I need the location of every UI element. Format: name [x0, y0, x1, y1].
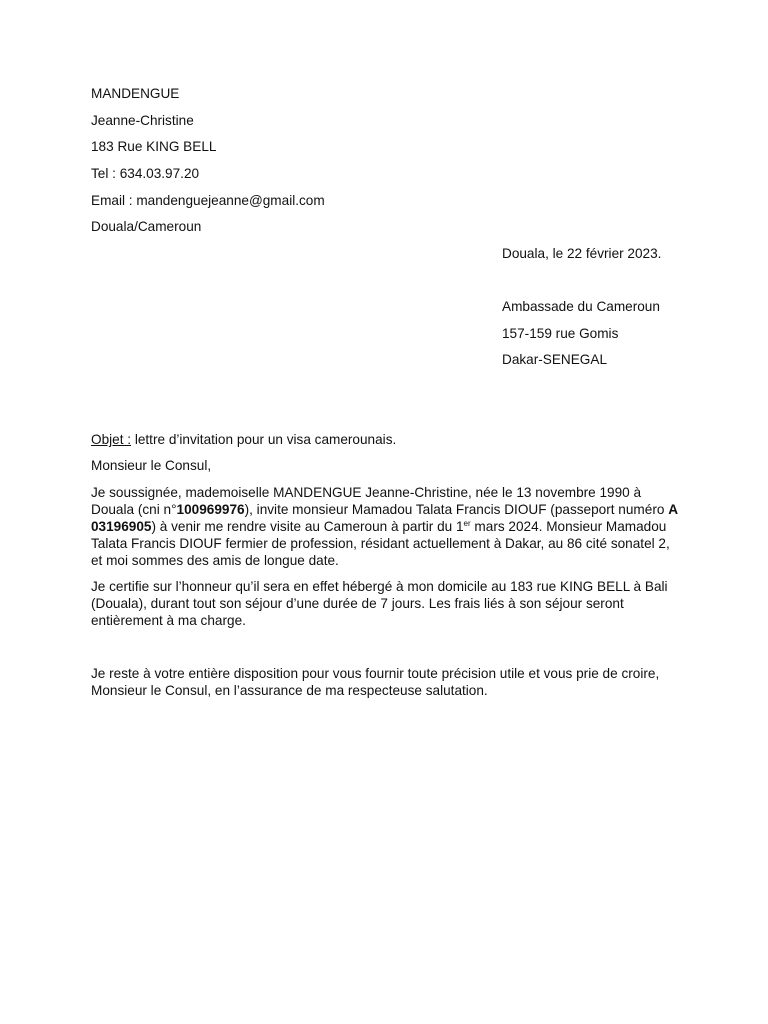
- ordinal-superscript: er: [463, 519, 471, 528]
- subject-text: lettre d’invitation pour un visa camerounais.: [131, 432, 397, 447]
- sender-address: 183 Rue KING BELL: [91, 139, 217, 154]
- letter-date: Douala, le 22 février 2023.: [502, 246, 662, 261]
- salutation: Monsieur le Consul,: [91, 458, 212, 473]
- subject-label: Objet :: [91, 432, 132, 447]
- closing-paragraph: Je reste à votre entière disposition pour vous fournir toute précision utile et vous prie de croire, Monsieur le Consul, en l’assurance de ma respecteuse salutation.: [91, 666, 660, 698]
- sender-first-name: Jeanne-Christine: [91, 113, 194, 128]
- paragraph-invitation-text-3: ) à venir me rendre visite au Cameroun à partir du 1: [151, 519, 464, 534]
- sender-phone: Tel : 634.03.97.20: [91, 166, 200, 181]
- paragraph-invitation-text-4: mars 2024. Monsieur Mamadou Talata Francis DIOUF fermier de profession, résidant actuellement à Dakar, au 86 cité sonatel 2, et moi sommes des amis de longue date.: [91, 519, 670, 568]
- paragraph-accommodation: Je certifie sur l’honneur qu’il sera en effet hébergé à mon domicile au 183 rue KING BELL à Bali (Douala), durant tout son séjour d’une durée de 7 jours. Les frais liés à son séjour seront entièrement à ma charge.: [91, 579, 668, 628]
- sender-last-name: MANDENGUE: [91, 86, 180, 101]
- recipient-city: Dakar-SENEGAL: [502, 352, 608, 367]
- paragraph-invitation: [91, 484, 681, 569]
- recipient-street: 157-159 rue Gomis: [502, 326, 619, 341]
- passport-number: A 03196905: [91, 502, 678, 534]
- paragraph-invitation-text-2: ), invite monsieur Mamadou Talata Francis DIOUF (passeport numéro: [244, 502, 669, 517]
- sender-city: Douala/Cameroun: [91, 219, 202, 234]
- paragraph-invitation-text-1: Je soussignée, mademoiselle MANDENGUE Jeanne-Christine, née le 13 novembre 1990 à Douala (cni n°: [91, 485, 642, 517]
- subject-line: [91, 431, 396, 448]
- sender-email: Email : mandenguejeanne@gmail.com: [91, 193, 325, 208]
- recipient-name: Ambassade du Cameroun: [502, 299, 660, 314]
- cni-number: 100969976: [176, 502, 245, 517]
